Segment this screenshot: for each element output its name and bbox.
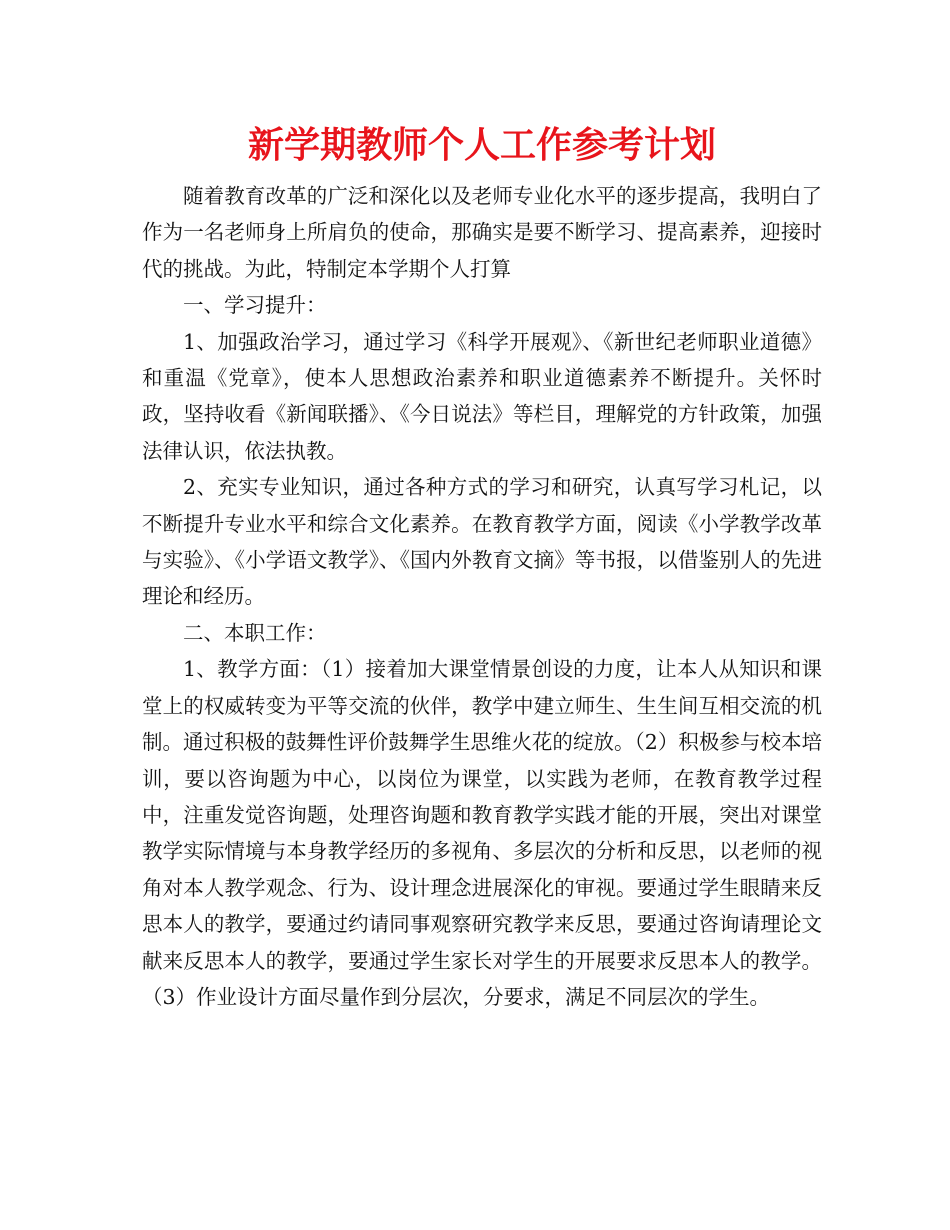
section-heading-study: 一、学习提升： <box>183 293 327 318</box>
document-title: 新学期教师个人工作参考计划 <box>247 125 716 166</box>
document-page <box>142 118 822 1015</box>
study-item-1: 1、加强政治学习，通过学习《科学开展观》、《新世纪老师职业道德》和重温《党章》，使本人思想政治素养和职业道德素养不断提升。关怀时政，坚持收看《新闻联播》、《今日说法》等栏目，理解党的方针政策，加强法律认识，依法执教。 <box>142 329 822 463</box>
work-item-1: 1、教学方面：（1）接着加大课堂情景创设的力度，让本人从知识和课堂上的权威转变为平等交流的伙伴，教学中建立师生、生生间互相交流的机制。通过积极的鼓舞性评价鼓舞学生思维火花的绽放。（2）积极参与校本培训，要以咨询题为中心，以岗位为课堂，以实践为老师，在教育教学过程中，注重发觉咨询题，处理咨询题和教育教学实践才能的开展，突出对课堂教学实际情境与本身教学经历的多视角、多层次的分析和反思，以老师的视角对本人教学观念、行为、设计理念进展深化的审视。要通过学生眼睛来反思本人的教学，要通过约请同事观察研究教学来反思，要通过咨询请理论文献来反思本人的教学，要通过学生家长对学生的开展要求反思本人的教学。（3）作业设计方面尽量作到分层次，分要求，满足不同层次的学生。 <box>142 657 822 1009</box>
study-item-2: 2、充实专业知识，通过各种方式的学习和研究，认真写学习札记，以不断提升专业水平和综合文化素养。在教育教学方面，阅读《小学教学改革与实验》、《小学语文教学》、《国内外教育文摘》等书报，以借鉴别人的先进理论和经历。 <box>142 475 822 609</box>
section-heading-work: 二、本职工作： <box>183 620 327 645</box>
intro-paragraph: 随着教育改革的广泛和深化以及老师专业化水平的逐步提高，我明白了作为一名老师身上所肩负的使命，那确实是要不断学习、提高素养，迎接时代的挑战。为此，特制定本学期个人打算 <box>142 184 822 281</box>
